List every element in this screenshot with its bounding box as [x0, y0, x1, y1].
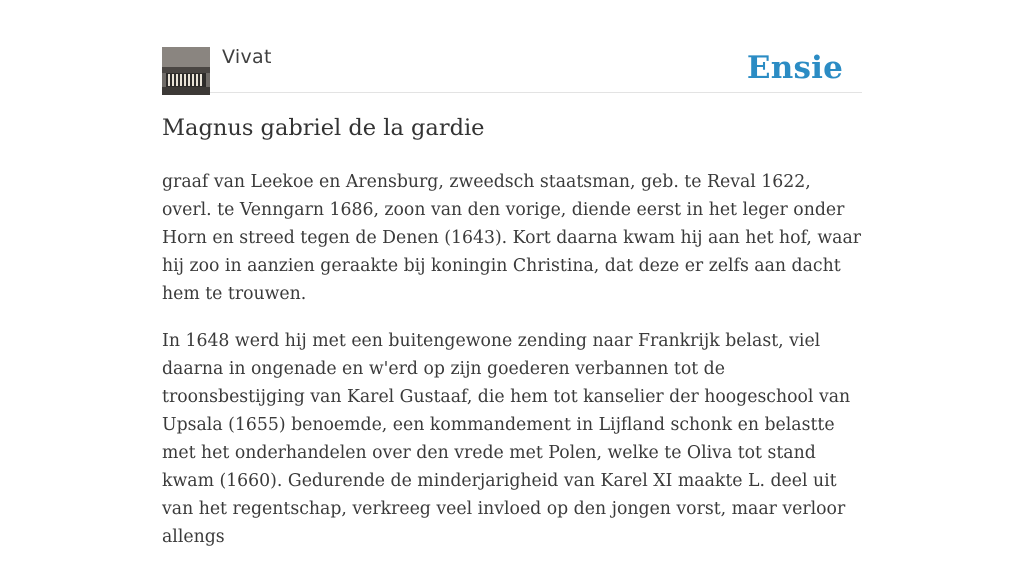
typewriter-photo-icon	[162, 47, 210, 95]
article-page	[162, 0, 862, 547]
brand-logo[interactable]: Ensie	[746, 50, 843, 86]
article-body	[162, 168, 862, 570]
article-paragraph: graaf van Leekoe en Arensburg, zweedsch staatsman, geb. te Reval 1622, overl. te Venngarn 1686, zoon van den vorige, diende eerst in het leger onder Horn en streed tegen de Denen (1643). Kort daarna kwam hij aan het hof, waar hij zoo in aanzien geraakte bij koningin Christina, dat deze er zelfs aan dacht hem te trouwen.	[162, 172, 862, 304]
author-name[interactable]: Vivat	[222, 46, 272, 68]
article-paragraph: In 1648 werd hij met een buitengewone zending naar Frankrijk belast, viel daarna in ongenade en w'erd op zijn goederen verbannen tot de troonsbestijging van Karel Gustaaf, die hem tot kanselier der hoogeschool van Upsala (1655) benoemde, een kommandement in Lijfland schonk en belastte met het onderhandelen over den vrede met Polen, welke te Oliva tot stand kwam (1660). Gedurende de minderjarigheid van Karel XI maakte L. deel uit van het regentschap, verkreeg veel invloed op den jongen vorst, maar verloor allengs	[162, 331, 851, 547]
article-title: Magnus gabriel de la gardie	[162, 115, 485, 141]
article-header	[162, 0, 862, 93]
author-avatar[interactable]	[162, 47, 210, 95]
